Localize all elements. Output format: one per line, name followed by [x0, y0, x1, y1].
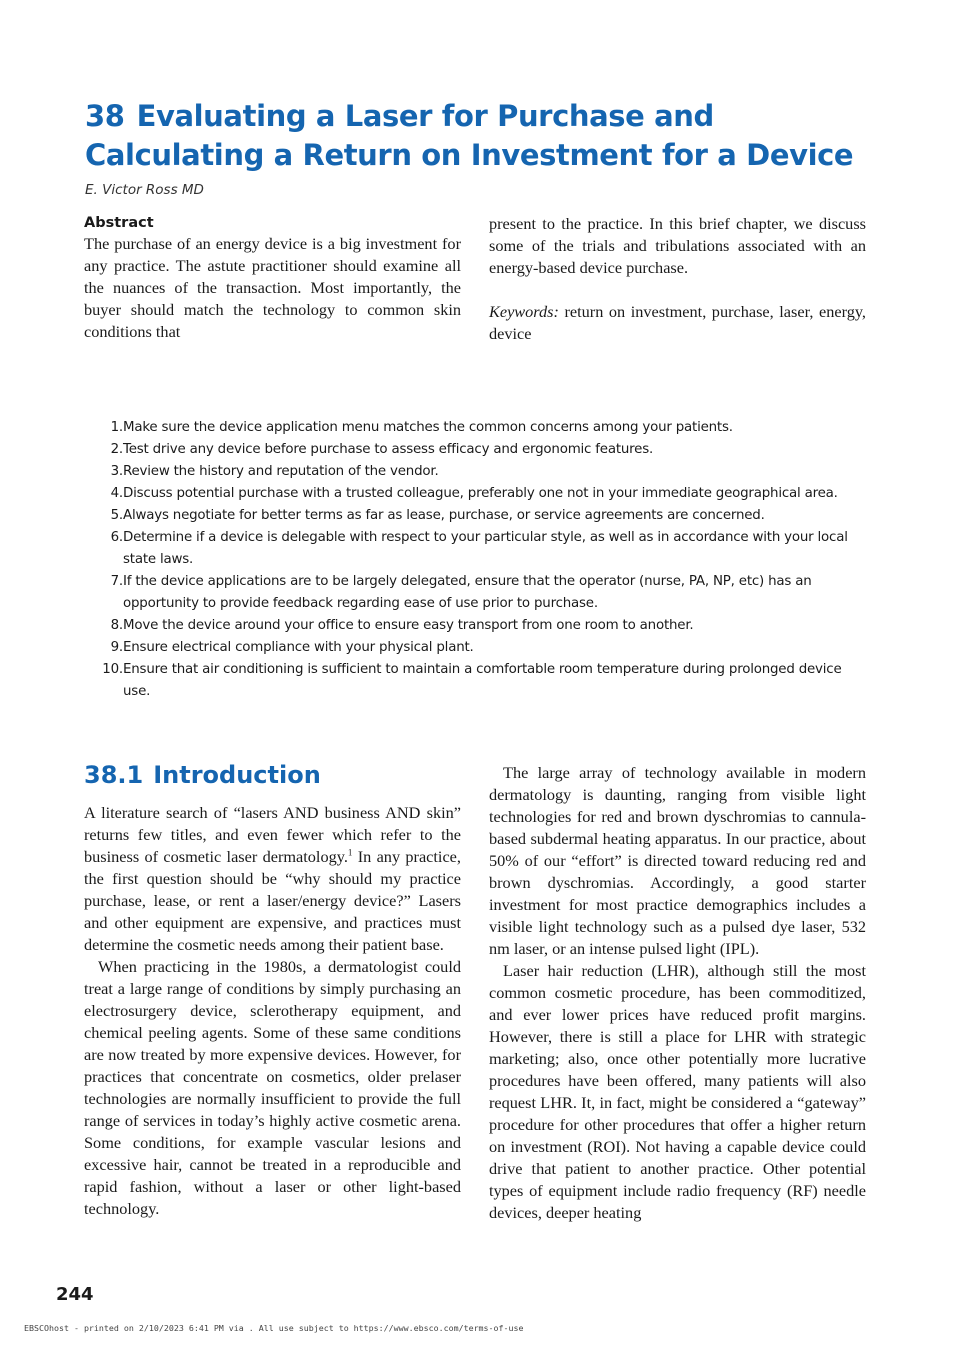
list-item-number: 6.: [110, 530, 123, 545]
abstract-text-right: present to the practice. In this brief chapter, we discuss some of the trials and tribulations associated with an energy-based device purchase.: [489, 214, 866, 277]
intro-paragraph: The large array of technology available in modern dermatology is daunting, ranging from visible light technologies for red and brown dyschromias to cannula-based subdermal heating apparatus. In our practice, about 50% of our “effort” is directed toward reducing red and brown dyschromias. Accordingly, a good starter investment for most practice demographics includes a visible light technology such as a pulsed dye laser, 532 nm laser, or an intense pulsed light (IPL).: [489, 763, 866, 958]
keywords-label: Keywords:: [489, 302, 559, 321]
keywords: [489, 301, 866, 345]
list-item-text: Determine if a device is delegable with respect to your particular style, as well as in accordance with your local state laws.: [123, 530, 848, 567]
intro-right-column: [489, 762, 866, 1224]
footer-note: EBSCOhost - printed on 2/10/2023 6:41 PM via . All use subject to https://www.ebsco.com/terms-of-use: [24, 1323, 524, 1333]
list-item-text: Test drive any device before purchase to assess efficacy and ergonomic features.: [123, 442, 654, 457]
list-item-text: Ensure that air conditioning is sufficient to maintain a comfortable room temperature during prolonged device use.: [123, 662, 842, 699]
list-item: [88, 615, 848, 637]
chapter-number: 38: [85, 99, 125, 133]
reference-marker: 1: [347, 847, 353, 858]
list-item-number: 3.: [110, 464, 123, 479]
abstract-left-column: [84, 213, 461, 343]
list-item-text: Review the history and reputation of the vendor.: [123, 464, 439, 479]
abstract-text-left: The purchase of an energy device is a big investment for any practice. The astute practitioner should examine all the nuances of the transaction. Most importantly, the buyer should match the technology to common skin conditions that: [84, 234, 461, 341]
list-item-text: Make sure the device application menu matches the common concerns among your patients.: [123, 420, 733, 435]
list-item: [88, 417, 848, 439]
section-number: 38.1: [84, 761, 144, 789]
list-item-number: 5.: [110, 508, 123, 523]
abstract-heading: Abstract: [84, 215, 154, 231]
chapter-title-text: Evaluating a Laser for Purchase and Calculating a Return on Investment for a Device: [85, 99, 854, 172]
list-item-text: Discuss potential purchase with a trusted colleague, preferably one not in your immediate geographical area.: [123, 486, 838, 501]
section-heading: [84, 759, 321, 791]
list-item: [88, 571, 848, 615]
list-item-text: Always negotiate for better terms as far as lease, purchase, or service agreements are concerned.: [123, 508, 765, 523]
list-item-number: 1.: [110, 420, 123, 435]
section-title: Introduction: [153, 761, 321, 789]
abstract-right-column: [489, 213, 866, 345]
chapter-title: [85, 97, 885, 175]
list-item: [88, 461, 848, 483]
list-item: [88, 637, 848, 659]
list-item-number: 2.: [110, 442, 123, 457]
list-item: [88, 659, 848, 703]
intro-paragraph: When practicing in the 1980s, a dermatologist could treat a large range of conditions by simply purchasing an electrosurgery device, sclerotherapy equipment, and chemical peeling agents. Some of these same conditions are now treated by more expensive devices. However, for practices that concentrate on cosmetics, older prelaser technologies are normally insufficient to provide the full range of services in today’s highly active cosmetic arena. Some conditions, for example vascular lesions and excessive hair, cannot be treated in a reproducible and rapid fashion, without a laser or other light-based technology.: [84, 957, 461, 1218]
list-item: [88, 505, 848, 527]
author: E. Victor Ross MD: [85, 182, 204, 198]
list-item-text: Move the device around your office to ensure easy transport from one room to another.: [123, 618, 694, 633]
list-item-text: Ensure electrical compliance with your physical plant.: [123, 640, 474, 655]
intro-paragraph: [84, 802, 461, 956]
list-item-number: 4.: [110, 486, 123, 501]
list-item: [88, 439, 848, 461]
keywords-text: return on investment, purchase, laser, energy, device: [489, 302, 866, 343]
intro-paragraph: Laser hair reduction (LHR), although still the most common cosmetic procedure, has been commoditized, and ever lower prices have reduced profit margins. However, there is still a place for LHR with strategic marketing; also, once other potentially more lucrative procedures have been offered, many patients will also request LHR. It, in fact, might be considered a “gateway” procedure for other procedures that offer a higher return on investment (ROI). Not having a capable device could drive that patient to another practice. Other potential types of equipment include radio frequency (RF) needle devices, deeper heating: [489, 961, 866, 1222]
intro-text: In any practice, the first question should be “why should my practice purchase, lease, or rent a laser/energy device?” Lasers and other equipment are expensive, and practices must determine the cosmetic needs among their patient base.: [84, 847, 461, 954]
list-item-number: 7.: [110, 574, 123, 589]
list-item: [88, 527, 848, 571]
list-item-text: If the device applications are to be largely delegated, ensure that the operator (nurse, PA, NP, etc) has an opportunity to provide feedback regarding ease of use prior to purchase.: [123, 574, 812, 611]
list-item: [88, 483, 848, 505]
list-item-number: 9.: [110, 640, 123, 655]
intro-left-column: [84, 802, 461, 1220]
recommendations-list: [88, 417, 848, 703]
intro-text: A literature search of “lasers AND business AND skin” returns few titles, and even fewer which refer to the business of cosmetic laser dermatology.: [84, 803, 461, 866]
page-number: 244: [56, 1284, 94, 1305]
list-item-number: 10.: [102, 662, 123, 677]
list-item-number: 8.: [110, 618, 123, 633]
